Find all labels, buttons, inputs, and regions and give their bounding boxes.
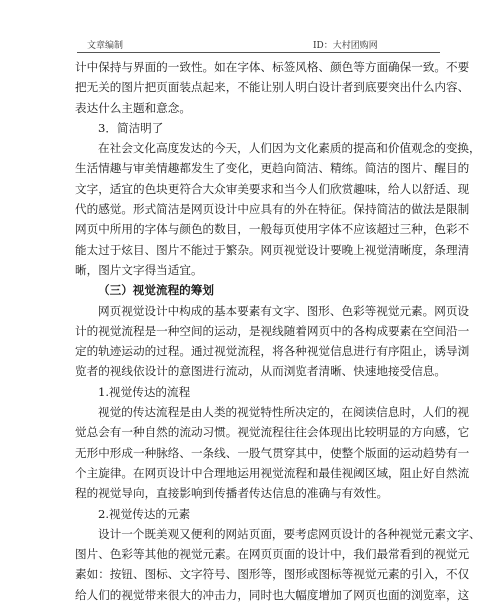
paragraph-line: 程的视觉导向，直接影响到传播者传达信息的准确与有效性。	[75, 486, 389, 501]
paragraph-line: 代的感觉。形式简洁是网页设计中应具有的外在特征。保持简洁的做法是限制	[75, 202, 470, 217]
paragraph-line: 无形中形成一种脉络、一条线、一股气贯穿其中，使整个版面的运动趋势有一	[75, 445, 470, 460]
paragraph-line: 网页中所用的字体与颜色的数目，一般每页使用字体不应该超过三种，色彩不	[75, 222, 470, 237]
section-heading: （三）视觉流程的筹划	[98, 283, 214, 298]
page-header	[77, 36, 440, 52]
paragraph-line: 览者的视线依设计的意图进行流动，从而浏览者清晰、快速地接受信息。	[75, 364, 447, 379]
paragraph-line: 网页视觉设计中构成的基本要素有文字、图形、色彩等视觉元素。网页设	[98, 303, 470, 318]
paragraph-line: 能太过于炫目、图片不能过于繁杂。网页视觉设计要晚上视觉清晰度，条理清	[75, 242, 470, 257]
paragraph-line: 计中保持与界面的一致性。如在字体、标签风格、颜色等方面确保一致。不要	[75, 60, 470, 74]
paragraph-line: 文字，适宜的色块更符合大众审美要求和当今人们欣赏趣味，给人以舒适、现	[75, 181, 470, 196]
header-divider	[77, 52, 440, 53]
paragraph-line: 觉总会有一种自然的流动习惯。视觉流程往往会体现出比较明显的方向感，它	[75, 425, 470, 440]
paragraph-line: 晰，图片文字得当适宜。	[75, 262, 203, 277]
paragraph-line: 定的轨迹运动的过程。通过视觉流程，将各种视觉信息进行有序阻止，诱导浏	[75, 344, 470, 359]
paragraph-line: 把无关的图片把页面装点起来，不能让别人明白设计者到底要突出什么内容、	[75, 80, 470, 95]
paragraph-line: 给人们的视觉带来很大的冲击力，同时也大幅度增加了网页也面的浏览率，这	[75, 587, 470, 602]
document-body	[75, 57, 481, 605]
section-heading: 1.视觉传达的流程	[98, 384, 191, 399]
paragraph-line: 计的视觉流程是一种空间的运动，是视线随着网页中的各构成要素在空间沿一	[75, 323, 470, 338]
paragraph-line: 生活情趣与审美情趣都发生了变化，更趋向简洁、精练。简洁的图片、醒目的	[75, 161, 470, 176]
paragraph-line: 设计一个既美观又便利的网站页面，要考虑网页设计的各种视觉元素文字、	[98, 526, 481, 541]
paragraph-line: 个主旋律。在网页设计中合理地运用视觉流程和最佳视阈区域，阻止好自然流	[75, 465, 470, 480]
header-left-text: 文章编制	[87, 41, 124, 51]
paragraph-line: 表达什么主题和意念。	[75, 100, 191, 115]
section-heading: 2.视觉传达的元素	[98, 506, 191, 521]
paragraph-line: 图片、色彩等其他的视觉元素。在网页页面的设计中，我们最常看到的视觉元	[75, 547, 470, 562]
paragraph-line: 素如：按钮、图标、文字符号、图形等，图形或图标等视觉元素的引入，不仅	[75, 567, 470, 582]
paragraph-line: 在社会文化高度发达的今天，人们因为文化素质的提高和价值观念的变换，	[98, 141, 481, 156]
header-right-text: ID：大村团购网	[313, 41, 378, 51]
section-heading: 3．简洁明了	[98, 120, 164, 135]
paragraph-line: 视觉的传达流程是由人类的视觉特性所决定的，在阅读信息时，人们的视	[98, 405, 470, 420]
